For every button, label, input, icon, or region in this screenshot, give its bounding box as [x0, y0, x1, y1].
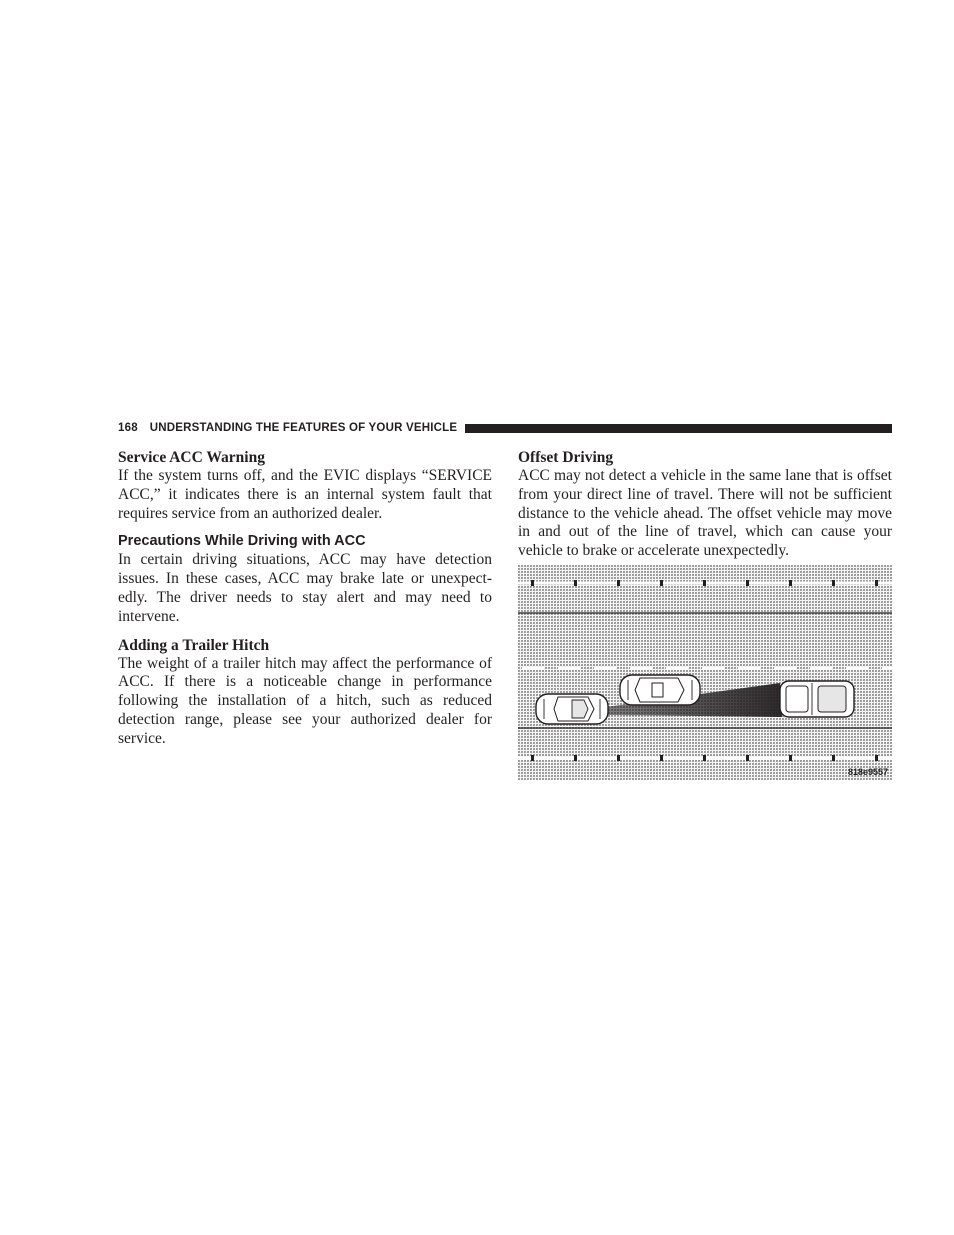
vehicle-ahead	[780, 681, 854, 717]
left-column	[118, 448, 492, 749]
paragraph-service-acc-warning: If the system turns off, and the EVIC displays “SERVICE ACC,” it indicates there is an internal system fault that requires service from an authorized dealer.	[118, 467, 492, 522]
section-title: UNDERSTANDING THE FEATURES OF YOUR VEHICLE	[149, 422, 458, 434]
heading-offset-driving: Offset Driving	[518, 449, 614, 466]
offset-vehicle	[620, 675, 700, 705]
heading-precautions: Precautions While Driving with ACC	[118, 533, 366, 550]
header-rule	[465, 424, 892, 433]
page-number: 168	[118, 422, 138, 434]
offset-driving-illustration	[518, 565, 892, 780]
paragraph-trailer-hitch: The weight of a trailer hitch may affect the performance of ACC. If there is a noticeable change in performance following the installation of a hitch, such as reduced detection range, please see your authorized dealer for service.	[118, 654, 492, 747]
figure-code: 818e9557	[848, 767, 889, 777]
heading-service-acc-warning: Service ACC Warning	[118, 449, 265, 466]
right-column	[518, 448, 892, 561]
road-surface	[518, 565, 892, 780]
paragraph-precautions: In certain driving situations, ACC may have detection issues. In these cases, ACC may brake late or unexpect-edly. The driver needs to stay alert and may need to intervene.	[118, 551, 492, 625]
paragraph-offset-driving: ACC may not detect a vehicle in the same lane that is offset from your direct line of travel. There will not be sufficient distance to the vehicle ahead. The offset vehicle may move in and out of the line of travel, which can cause your vehicle to brake or accelerate unexpectedly.	[518, 467, 892, 560]
road-diagram	[518, 565, 892, 780]
heading-trailer-hitch: Adding a Trailer Hitch	[118, 636, 270, 654]
own-vehicle	[536, 694, 608, 724]
running-header	[118, 419, 892, 437]
